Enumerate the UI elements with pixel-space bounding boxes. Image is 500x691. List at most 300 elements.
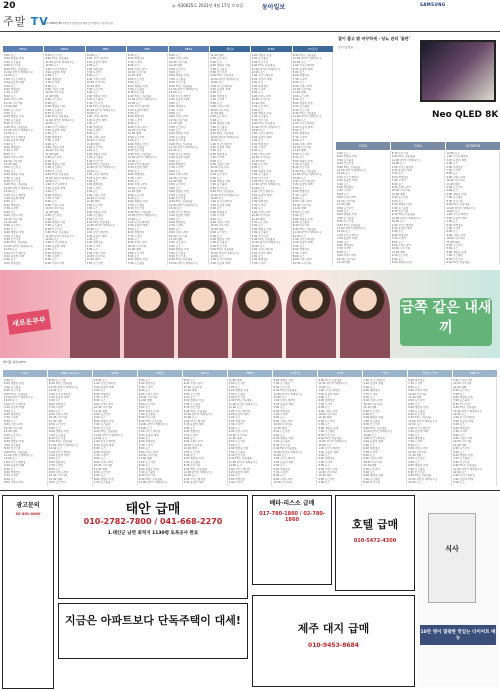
program-entry: 10:30 시사기획 (45, 149, 64, 153)
program-entry: 7:30 드라마 (251, 203, 266, 207)
channel-label: KBS2 (44, 46, 84, 52)
program-entry: 9:40 TV쇼 진품명품 (4, 67, 28, 71)
program-entry: 7:30 드라마 (228, 481, 243, 485)
program-entry: 5:00 뉴스 (446, 247, 459, 251)
section2-title: 케이블·위성·IPTV (3, 360, 26, 364)
program-entry: 12:00 뉴스 (453, 470, 467, 474)
program-entry: 3:20 동물의 세계 (292, 241, 313, 245)
program-entry: 12:00 뉴스 (4, 399, 18, 403)
program-entry: 12:00 뉴스 (86, 54, 100, 57)
program-entry: 6:00 생생정보 (292, 74, 310, 78)
section2-channel-label: tvN (3, 370, 47, 377)
program-entry: 9:00 주말드라마 (446, 175, 466, 179)
program-entry: 6:00 생방송 아침 (228, 389, 249, 393)
program-entry: 9:40 TV쇼 진품명품 (138, 419, 163, 423)
program-entry: 5:00 뉴스 (48, 399, 61, 403)
program-entry: 6:00 생생정보 (337, 243, 354, 247)
program-entry: 3:20 동물의 세계 (45, 244, 66, 248)
program-entry: 7:00 뉴스광장 (45, 108, 62, 112)
program-entry: 11:00 걸어서 세계속으로 (4, 71, 34, 75)
program-entry: 5:00 뉴스 (292, 214, 305, 218)
program-entry: 3:20 동물의 세계 (228, 413, 249, 417)
program-entry: 11:40 영화 (391, 250, 405, 254)
program-entry: 9:40 TV쇼 진품명품 (86, 220, 110, 224)
section2-channel-label: TV조선 (273, 370, 317, 377)
ad-left-phone: 02-361-0000 (15, 512, 41, 516)
program-entry: 5:00 뉴스 (446, 189, 459, 193)
program-entry: 1:00 전국노래자랑 (93, 440, 116, 444)
program-entry: 6:00 생생정보 (183, 430, 201, 434)
program-entry: 10:30 시사기획 (337, 257, 356, 261)
cast-person (286, 280, 336, 358)
program-entry: 3:20 동물의 세계 (45, 186, 66, 190)
program-entry: 9:40 TV쇼 진품명품 (228, 457, 252, 461)
program-entry: 6:00 생생정보 (4, 88, 21, 92)
program-entry: 8:30 인간극장 (45, 54, 62, 57)
ad-left (2, 495, 54, 689)
program-entry: 11:00 걸어서 세계속으로 (45, 118, 75, 122)
program-entry: 9:40 TV쇼 진품명품 (4, 450, 28, 454)
program-entry: 7:30 드라마 (210, 98, 225, 102)
program-entry: 9:40 TV쇼 진품명품 (292, 169, 317, 173)
program-entry: 5:00 뉴스 (363, 385, 375, 389)
cable-column (138, 378, 183, 486)
program-entry: 6:00 생생정보 (45, 251, 62, 255)
program-entry: 8:30 인간극장 (169, 81, 186, 85)
program-entry: 8:30 인간극장 (228, 453, 246, 457)
program-entry: 0:50 뉴스라인 (86, 145, 104, 149)
program-entry: 7:30 드라마 (292, 193, 307, 197)
program-entry: 6:00 생생정보 (210, 94, 227, 98)
program-entry: 8:00 뉴스 (183, 379, 196, 382)
program-entry: 3:20 동물의 세계 (4, 139, 25, 143)
program-entry: 3:20 동물의 세계 (273, 460, 294, 464)
program-entry: 5:00 뉴스 (391, 199, 404, 203)
program-entry: 7:30 드라마 (210, 156, 225, 160)
program-entry: 9:40 TV쇼 진품명품 (127, 94, 152, 98)
program-entry: 8:00 뉴스 (251, 207, 264, 211)
program-entry: 0:50 뉴스라인 (318, 419, 336, 423)
program-entry: 11:00 걸어서 세계속으로 (4, 128, 34, 132)
program-entry: 5:00 뉴스 (4, 111, 16, 115)
program-entry: 10:30 시사기획 (169, 60, 188, 64)
program-entry: 11:00 걸어서 세계속으로 (210, 251, 240, 255)
program-entry: 9:40 TV쇼 진품명품 (127, 210, 152, 214)
program-entry: 5:00 뉴스 (391, 172, 404, 176)
program-entry: 6:00 생생정보 (169, 163, 186, 166)
program-entry: 11:00 걸어서 세계속으로 (4, 396, 34, 400)
program-entry: 5:00 뉴스 (251, 166, 264, 170)
program-entry: 12:00 뉴스 (169, 91, 183, 95)
program-entry: 7:00 뉴스광장 (210, 183, 227, 187)
program-entry: 8:00 뉴스 (48, 467, 61, 471)
program-entry: 9:40 TV쇼 진품명품 (251, 64, 275, 68)
program-entry: 8:00 뉴스 (292, 139, 305, 143)
program-entry: 9:40 TV쇼 진품명품 (337, 223, 361, 227)
program-entry: 11:40 영화 (127, 74, 142, 78)
program-entry: 0:50 뉴스라인 (453, 447, 470, 451)
program-entry: 6:00 생생정보 (4, 145, 21, 149)
program-entry: 6:00 생생정보 (86, 125, 104, 129)
tv-product-image (420, 40, 496, 102)
program-entry: 6:00 생방송 아침 (86, 94, 107, 98)
program-entry: 1:00 전국노래자랑 (408, 426, 430, 430)
program-entry: 8:00 뉴스 (45, 84, 57, 88)
program-entry: 11:00 걸어서 세계속으로 (138, 423, 168, 427)
program-entry: 11:40 영화 (292, 149, 307, 153)
program-entry: 12:00 뉴스 (93, 436, 108, 440)
program-entry: 3:20 동물의 세계 (183, 481, 204, 485)
program-entry: 0:50 뉴스라인 (292, 152, 310, 156)
program-entry: 8:30 인간극장 (169, 139, 186, 143)
program-entry: 3:20 동물의 세계 (318, 450, 339, 454)
program-entry: 9:00 주말드라마 (169, 57, 189, 61)
program-entry: 10:30 시사기획 (337, 199, 356, 203)
movie-channel-label: SCREEN (446, 142, 500, 150)
program-entry: 12:00 뉴스 (292, 234, 307, 238)
program-entry: 1:00 전국노래자랑 (318, 447, 341, 451)
channel-column (209, 53, 250, 265)
date-line: ◎ 제30625호 2021년 4월 17일 토요일 (172, 3, 244, 8)
cast-person (232, 280, 282, 358)
program-entry: 12:00 뉴스 (408, 481, 422, 485)
program-entry: 7:00 뉴스광장 (273, 440, 291, 444)
program-entry: 9:00 주말드라마 (210, 220, 230, 224)
program-entry: 9:00 주말드라마 (86, 135, 106, 139)
program-entry: 9:40 TV쇼 진품명품 (48, 440, 73, 444)
program-entry: 7:00 뉴스광장 (4, 176, 21, 180)
section2-channel-bar (3, 370, 497, 377)
program-entry: 12:00 뉴스 (210, 139, 224, 143)
movie-column (445, 151, 500, 265)
program-entry: 9:00 주말드라마 (408, 389, 428, 393)
program-entry: 9:00 주말드라마 (337, 254, 357, 258)
program-entry: 7:00 뉴스광장 (86, 98, 104, 102)
program-entry: 9:40 TV쇼 진품명품 (292, 111, 317, 115)
book-headline: 10만 명이 열광한 맛있는 다이어트 메뉴 (420, 630, 496, 641)
program-entry: 7:00 뉴스광장 (337, 216, 354, 220)
program-entry: 5:00 뉴스 (210, 91, 222, 95)
program-entry: 7:00 뉴스광장 (138, 413, 156, 417)
program-entry: 5:00 뉴스 (363, 443, 375, 447)
taean-title: 태안 급매 (125, 502, 181, 517)
program-entry: 0:50 뉴스라인 (391, 254, 409, 258)
program-entry: 11:40 영화 (4, 430, 18, 434)
program-entry: 6:00 생생정보 (45, 77, 62, 81)
program-entry: 6:00 생생정보 (228, 477, 246, 481)
program-entry: 11:40 영화 (183, 447, 197, 451)
program-entry: 7:30 드라마 (273, 470, 288, 474)
program-entry: 8:30 인간극장 (337, 162, 354, 166)
cast-photo (70, 280, 390, 358)
program-entry: 7:30 드라마 (86, 186, 101, 190)
program-entry: 10:30 시사기획 (251, 214, 270, 218)
program-entry: 1:00 전국노래자랑 (45, 183, 67, 187)
program-entry: 7:00 뉴스광장 (127, 203, 145, 207)
program-entry: 5:00 뉴스 (228, 385, 241, 389)
program-entry: 7:00 뉴스광장 (169, 251, 186, 255)
program-entry: 9:00 주말드라마 (4, 214, 24, 218)
program-entry: 10:30 시사기획 (453, 382, 472, 386)
program-entry: 12:00 뉴스 (183, 416, 197, 420)
program-entry: 6:00 생생정보 (251, 258, 269, 262)
program-entry: 7:00 뉴스광장 (251, 173, 269, 177)
program-entry: 6:00 생생정보 (292, 132, 310, 136)
program-entry: 5:00 뉴스 (408, 402, 420, 406)
program-entry: 6:00 생방송 아침 (273, 436, 294, 440)
program-entry: 7:00 뉴스광장 (127, 261, 145, 265)
program-entry: 0:50 뉴스라인 (127, 251, 145, 255)
program-entry: 5:00 뉴스 (228, 474, 241, 478)
program-entry: 8:00 뉴스 (48, 409, 61, 413)
program-entry: 7:30 드라마 (93, 453, 108, 457)
program-entry: 10:30 시사기획 (127, 244, 147, 248)
program-entry: 9:00 주말드라마 (210, 163, 230, 166)
program-entry: 8:30 인간극장 (45, 169, 62, 173)
program-entry: 3:20 동물의 세계 (127, 224, 148, 228)
program-entry: 1:00 전국노래자랑 (169, 210, 191, 214)
program-entry: 11:40 영화 (453, 443, 467, 447)
program-entry: 11:40 영화 (86, 142, 100, 146)
brand-logo: SAMSUNG (420, 2, 446, 7)
program-entry: 6:00 생방송 아침 (169, 132, 190, 136)
program-entry: 6:00 생생정보 (138, 440, 156, 444)
program-entry: 9:00 주말드라마 (45, 88, 65, 92)
program-entry: 5:00 뉴스 (318, 453, 331, 457)
program-entry: 11:00 걸어서 세계속으로 (183, 470, 213, 474)
program-entry: 1:00 전국노래자랑 (453, 474, 475, 478)
program-entry: 9:00 주말드라마 (138, 450, 158, 454)
program-entry: 10:30 시사기획 (251, 156, 270, 160)
program-entry: 5:00 뉴스 (251, 108, 264, 112)
program-entry: 6:00 생생정보 (228, 419, 246, 423)
program-entry: 3:20 동물의 세계 (45, 128, 66, 132)
program-entry: 7:30 드라마 (453, 430, 468, 434)
program-entry: 5:00 뉴스 (86, 122, 99, 126)
program-entry: 11:40 영화 (408, 396, 422, 400)
program-entry: 5:00 뉴스 (48, 457, 61, 461)
program-entry: 6:00 생생정보 (363, 389, 380, 393)
program-entry: 3:20 동물의 세계 (4, 197, 25, 201)
channel-column (86, 53, 127, 265)
program-entry: 6:00 생생정보 (292, 190, 310, 194)
program-entry: 5:00 뉴스 (453, 450, 465, 454)
program-entry: 5:00 뉴스 (45, 190, 57, 194)
program-entry: 9:40 TV쇼 진품명품 (4, 241, 28, 245)
program-entry: 6:00 생생정보 (318, 399, 336, 403)
program-entry: 12:00 뉴스 (251, 128, 265, 132)
program-entry: 9:00 주말드라마 (138, 392, 158, 396)
program-entry: 8:30 인간극장 (363, 423, 380, 427)
program-entry: 3:20 동물의 세계 (4, 254, 25, 258)
program-entry: 7:30 드라마 (363, 450, 378, 454)
program-entry: 9:00 주말드라마 (363, 457, 383, 461)
program-entry: 0:50 뉴스라인 (408, 457, 425, 461)
program-entry: 11:00 걸어서 세계속으로 (86, 224, 116, 228)
program-entry: 11:00 걸어서 세계속으로 (228, 460, 258, 464)
program-entry: 7:30 드라마 (251, 261, 266, 265)
program-entry: 8:30 인간극장 (48, 379, 66, 382)
program-entry: 7:30 드라마 (45, 139, 60, 143)
program-entry: 6:00 생생정보 (45, 193, 62, 197)
program-entry: 11:00 걸어서 세계속으로 (48, 385, 79, 389)
program-entry: 5:00 뉴스 (93, 447, 106, 451)
program-entry: 8:00 뉴스 (210, 159, 222, 163)
program-entry: 5:00 뉴스 (45, 217, 57, 221)
program-entry: 11:40 영화 (273, 426, 287, 430)
program-entry: 0:50 뉴스라인 (337, 206, 354, 210)
program-entry: 9:00 주말드라마 (45, 261, 65, 265)
movie-channel-bar (336, 142, 500, 150)
program-entry: 3:20 동물의 세계 (169, 214, 190, 218)
program-entry: 7:30 드라마 (391, 237, 406, 241)
program-entry: 8:00 뉴스 (251, 149, 264, 153)
program-entry: 11:40 영화 (453, 385, 467, 389)
program-entry: 8:30 인간극장 (363, 481, 380, 485)
program-entry: 7:00 뉴스광장 (453, 399, 470, 403)
program-entry: 0:50 뉴스라인 (251, 220, 269, 224)
program-entry: 7:00 뉴스광장 (93, 481, 111, 485)
program-entry: 6:00 생생정보 (4, 203, 21, 207)
program-entry: 5:00 뉴스 (127, 254, 140, 258)
program-entry: 12:00 뉴스 (337, 230, 351, 234)
program-entry: 3:20 동물의 세계 (93, 443, 114, 447)
program-entry: 10:30 시사기획 (446, 179, 465, 183)
program-entry: 1:00 전국노래자랑 (273, 399, 296, 403)
program-entry: 11:00 걸어서 세계속으로 (183, 413, 213, 417)
program-entry: 0:50 뉴스라인 (48, 481, 66, 485)
program-entry: 1:00 전국노래자랑 (453, 416, 475, 420)
program-entry: 5:00 뉴스 (228, 416, 241, 420)
program-entry: 12:00 뉴스 (127, 159, 142, 163)
program-entry: 5:00 뉴스 (251, 254, 264, 258)
program-entry: 11:00 걸어서 세계속으로 (169, 261, 199, 265)
cable-column (272, 378, 317, 486)
program-entry: 11:40 영화 (228, 436, 242, 440)
program-entry: 7:30 드라마 (391, 179, 406, 183)
channel-column (168, 53, 209, 265)
program-entry: 11:00 걸어서 세계속으로 (4, 453, 34, 457)
program-entry: 8:30 인간극장 (408, 470, 425, 474)
program-entry: 5:00 뉴스 (273, 433, 286, 437)
program-entry: 6:00 생생정보 (86, 241, 104, 245)
program-entry: 9:40 TV쇼 진품명품 (210, 74, 234, 78)
program-entry: 1:00 전국노래자랑 (363, 436, 385, 440)
program-entry: 8:30 인간극장 (48, 436, 66, 440)
channel-column (292, 53, 333, 265)
program-entry: 8:00 뉴스 (446, 230, 459, 234)
program-entry: 7:00 뉴스광장 (45, 224, 62, 228)
program-entry: 5:00 뉴스 (45, 132, 57, 136)
program-entry: 1:00 전국노래자랑 (86, 57, 109, 61)
program-entry: 8:00 뉴스 (228, 426, 241, 430)
program-entry: 12:00 뉴스 (4, 74, 18, 78)
ad-apartment (58, 603, 248, 659)
program-entry: 8:00 뉴스 (86, 190, 99, 194)
program-entry: 8:00 뉴스 (127, 64, 140, 68)
program-entry: 12:00 뉴스 (210, 81, 224, 85)
program-entry: 8:30 인간극장 (138, 474, 156, 478)
program-entry: 11:40 영화 (169, 180, 183, 184)
program-entry: 12:00 뉴스 (86, 227, 100, 231)
program-entry: 11:00 걸어서 세계속으로 (273, 450, 303, 454)
program-entry: 9:40 TV쇼 진품명품 (391, 213, 416, 217)
program-entry: 9:00 주말드라마 (86, 77, 106, 81)
program-entry: 6:00 생방송 아침 (391, 203, 412, 207)
program-entry: 0:50 뉴스라인 (391, 196, 409, 200)
program-entry: 3:20 동물의 세계 (228, 470, 249, 474)
program-entry: 12:00 뉴스 (408, 423, 422, 427)
program-entry: 5:00 뉴스 (210, 176, 222, 180)
program-entry: 12:00 뉴스 (169, 149, 183, 153)
program-entry: 9:40 TV쇼 진품명품 (251, 122, 275, 126)
program-entry: 1:00 전국노래자랑 (292, 64, 315, 68)
program-entry: 5:00 뉴스 (363, 413, 375, 417)
program-entry: 8:30 인간극장 (210, 244, 227, 248)
program-entry: 5:00 뉴스 (138, 436, 151, 440)
program-entry: 0:50 뉴스라인 (210, 173, 227, 177)
program-entry: 5:00 뉴스 (138, 464, 151, 468)
program-entry: 6:00 생방송 아침 (210, 64, 231, 68)
program-entry: 0:50 뉴스라인 (210, 57, 227, 61)
program-entry: 7:30 드라마 (337, 189, 352, 193)
cable-column (407, 378, 452, 486)
program-entry: 7:00 뉴스광장 (363, 419, 380, 423)
program-entry: 6:00 생방송 아침 (183, 457, 204, 461)
program-entry: 3:20 동물의 세계 (86, 176, 107, 180)
cable-column (3, 378, 48, 486)
movie-schedule-grid (336, 151, 500, 265)
program-entry: 8:00 뉴스 (4, 152, 16, 156)
program-entry: 5:00 뉴스 (210, 60, 222, 64)
program-entry: 6:00 생방송 아침 (251, 169, 272, 173)
program-entry: 7:30 드라마 (273, 413, 288, 417)
program-entry: 3:20 동물의 세계 (210, 203, 231, 207)
program-entry: 11:40 영화 (363, 464, 377, 468)
program-entry: 8:00 뉴스 (292, 81, 305, 85)
program-entry: 9:40 TV쇼 진품명품 (183, 409, 207, 413)
cable-column (362, 378, 407, 486)
program-entry: 7:00 뉴스광장 (210, 241, 227, 245)
program-entry: 10:30 시사기획 (4, 426, 23, 430)
program-entry: 8:00 뉴스 (93, 399, 106, 403)
program-entry: 11:40 영화 (228, 379, 242, 382)
program-entry: 10:30 시사기획 (408, 450, 427, 454)
program-entry: 12:00 뉴스 (183, 474, 197, 478)
program-entry: 8:00 뉴스 (210, 101, 222, 105)
program-entry: 8:30 인간극장 (391, 209, 409, 213)
movie-channel-label: OCN (336, 142, 390, 150)
program-entry: 8:30 인간극장 (169, 254, 186, 258)
program-entry: 9:00 주말드라마 (4, 156, 24, 160)
program-entry: 6:00 생방송 아침 (251, 54, 272, 57)
program-entry: 7:00 뉴스광장 (48, 433, 66, 437)
program-entry: 0:50 뉴스라인 (292, 94, 310, 98)
ad-taean (58, 495, 248, 599)
program-entry: 8:30 인간극장 (183, 406, 201, 410)
tv-schedule-grid (3, 53, 333, 265)
program-entry: 11:00 걸어서 세계속으로 (251, 183, 281, 187)
program-entry: 9:40 TV쇼 진품명품 (273, 389, 297, 393)
program-entry: 0:50 뉴스라인 (363, 409, 380, 413)
program-entry: 5:00 뉴스 (4, 409, 16, 413)
program-entry: 9:00 주말드라마 (251, 152, 271, 156)
villa-title: 베타·리스소 급매 (269, 500, 315, 507)
program-entry: 11:40 영화 (138, 399, 153, 403)
program-entry: 7:30 드라마 (86, 244, 101, 248)
cast-person (124, 280, 174, 358)
program-entry: 11:40 영화 (210, 227, 224, 231)
